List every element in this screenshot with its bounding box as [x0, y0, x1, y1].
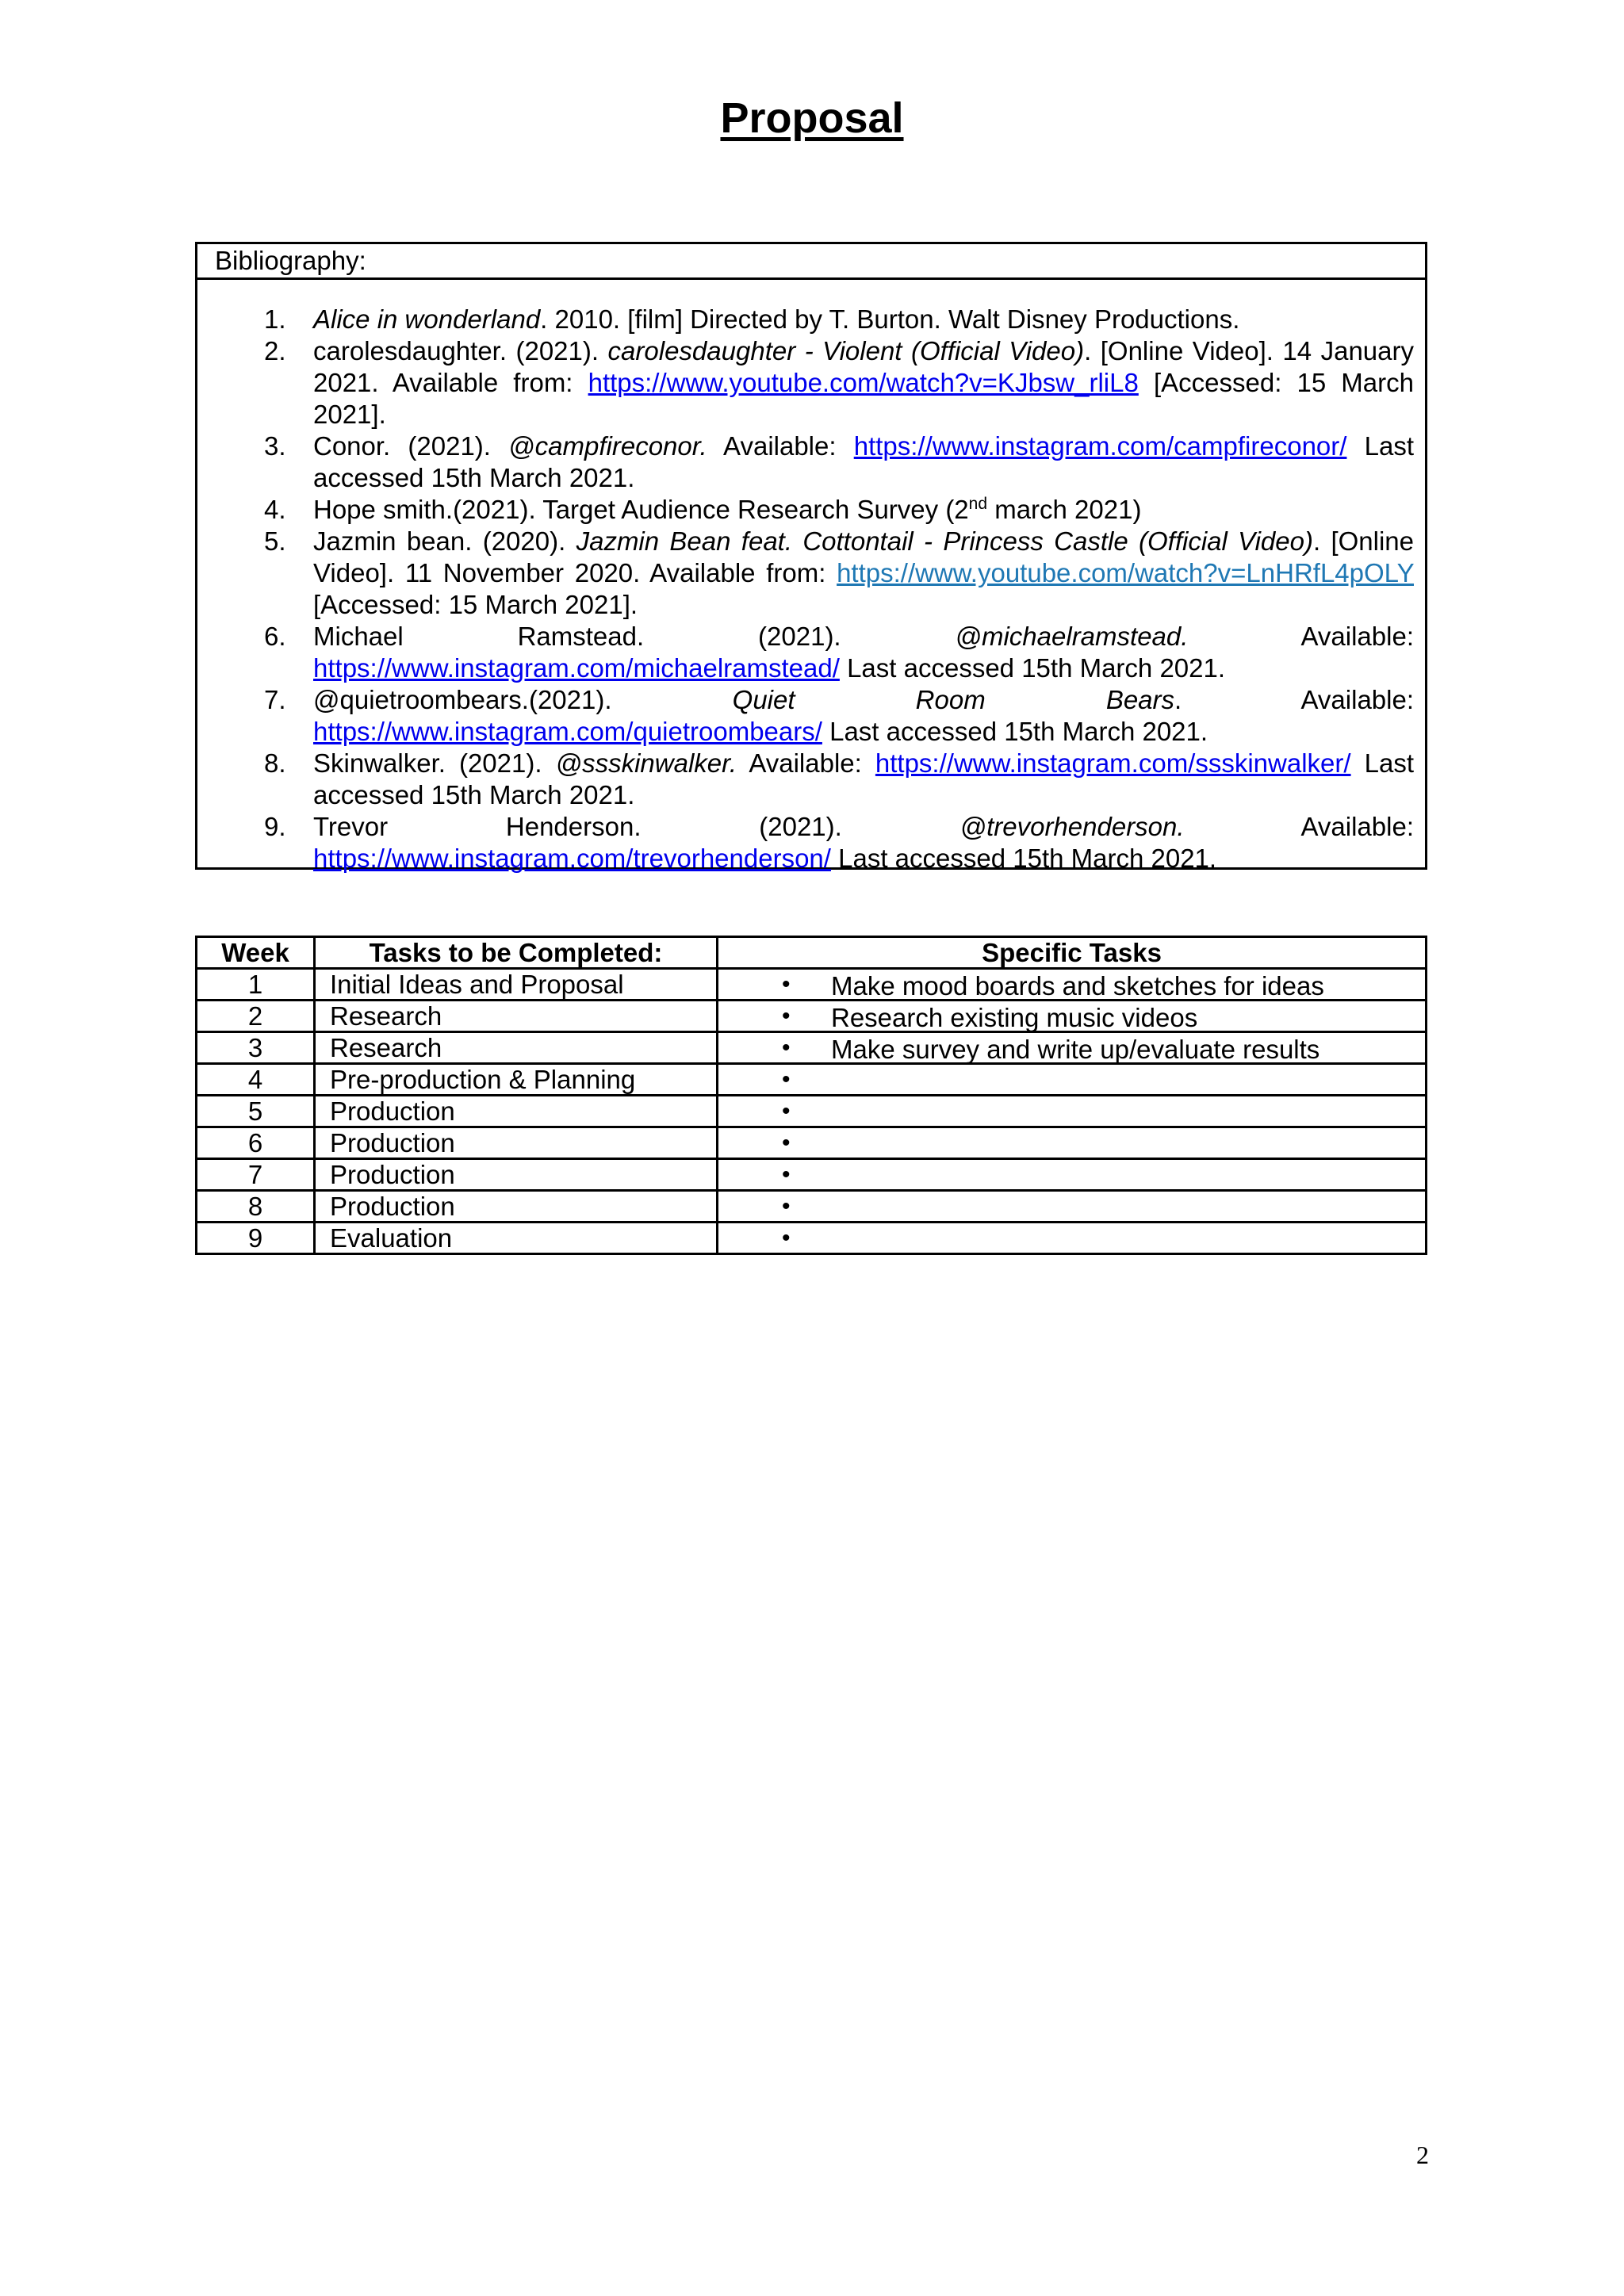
- bibliography-item-number: 6.: [264, 622, 286, 651]
- bibliography-list: [197, 304, 1425, 874]
- table-row: [197, 1127, 1427, 1159]
- task-cell: Initial Ideas and Proposal: [315, 969, 718, 1001]
- reference-link[interactable]: https://www.instagram.com/campfireconor/: [853, 431, 1347, 461]
- bibliography-item: [197, 335, 1425, 430]
- specific-tasks-header: Specific Tasks: [718, 937, 1427, 969]
- schedule-body: [197, 969, 1427, 1254]
- bullet-icon: •: [782, 1003, 791, 1029]
- bibliography-item-number: 9.: [264, 812, 286, 841]
- bullet-icon: •: [782, 1130, 791, 1156]
- bullet-icon: •: [782, 1161, 791, 1188]
- task-cell: Research: [315, 1032, 718, 1064]
- specific-task-cell: [718, 1223, 1427, 1254]
- bibliography-item: [197, 621, 1425, 684]
- reference-text: . 2010. [film] Directed by T. Burton. Walt Disney Productions.: [540, 304, 1240, 334]
- italic-title: @campfireconor.: [508, 431, 707, 461]
- reference-text: Conor. (2021).: [313, 431, 509, 461]
- bibliography-item-number: 2.: [264, 336, 286, 365]
- bibliography-item: [197, 430, 1425, 494]
- reference-text: Jazmin bean. (2020).: [313, 526, 576, 556]
- italic-title: @ssskinwalker.: [555, 748, 737, 778]
- italic-title: carolesdaughter - Violent (Official Video): [607, 336, 1085, 365]
- bibliography-item: [197, 748, 1425, 811]
- week-cell: 3: [197, 1032, 315, 1064]
- week-cell: 6: [197, 1127, 315, 1159]
- reference-link[interactable]: https://www.youtube.com/watch?v=LnHRfL4pOLY: [837, 558, 1414, 587]
- specific-task-cell: [718, 1191, 1427, 1223]
- specific-task-text: Make mood boards and sketches for ideas: [831, 971, 1324, 1001]
- reference-text: Available:: [1184, 812, 1414, 841]
- reference-text: Last accessed 15th March 2021.: [822, 717, 1208, 746]
- bullet-icon: •: [782, 1098, 791, 1124]
- week-cell: 7: [197, 1159, 315, 1191]
- reference-text: Trevor Henderson. (2021).: [313, 812, 960, 841]
- italic-title: @michaelramstead.: [955, 622, 1189, 651]
- reference-link[interactable]: https://www.instagram.com/trevorhenderson/: [313, 844, 831, 873]
- bullet-icon: •: [782, 1193, 791, 1219]
- superscript: nd: [968, 495, 988, 513]
- task-cell: Production: [315, 1191, 718, 1223]
- table-row: [197, 1096, 1427, 1127]
- task-cell: Production: [315, 1096, 718, 1127]
- task-cell: Pre-production & Planning: [315, 1064, 718, 1096]
- bibliography-item: [197, 526, 1425, 621]
- reference-text: [Accessed: 15 March 2021].: [313, 590, 638, 619]
- bibliography-item-number: 7.: [264, 685, 286, 714]
- reference-text: @quietroombears.(2021).: [313, 685, 733, 714]
- italic-title: Quiet Room Bears: [732, 685, 1175, 714]
- reference-text: [Accessed: 15 March 2021].: [313, 368, 1414, 429]
- week-cell: 1: [197, 969, 315, 1001]
- bibliography-item: [197, 304, 1425, 335]
- specific-task-cell: [718, 1159, 1427, 1191]
- reference-link[interactable]: https://www.instagram.com/ssskinwalker/: [875, 748, 1351, 778]
- table-row: [197, 1159, 1427, 1191]
- bibliography-item-number: 4.: [264, 495, 286, 524]
- reference-link[interactable]: https://www.instagram.com/quietroombears/: [313, 717, 822, 746]
- week-cell: 8: [197, 1191, 315, 1223]
- reference-text: Last accessed 15th March 2021.: [313, 748, 1414, 809]
- table-row: [197, 1001, 1427, 1032]
- reference-text: Available:: [1188, 622, 1414, 651]
- reference-text: Last accessed 15th March 2021.: [839, 653, 1226, 683]
- specific-task-cell: [718, 1032, 1427, 1064]
- specific-task-cell: [718, 1127, 1427, 1159]
- bibliography-item-number: 5.: [264, 526, 286, 556]
- bullet-icon: •: [782, 971, 791, 997]
- reference-text: Skinwalker. (2021).: [313, 748, 556, 778]
- bullet-icon: •: [782, 1035, 791, 1061]
- schedule-header-row: [197, 937, 1427, 969]
- bibliography-heading: Bibliography:: [197, 244, 1425, 280]
- reference-link[interactable]: https://www.instagram.com/michaelramstead/: [313, 653, 840, 683]
- bullet-icon: •: [782, 1066, 791, 1093]
- bibliography-item-number: 8.: [264, 748, 286, 778]
- bibliography-item: [197, 494, 1425, 526]
- specific-task-cell: [718, 1001, 1427, 1032]
- table-row: [197, 1064, 1427, 1096]
- reference-text: . Available:: [1174, 685, 1414, 714]
- specific-task-cell: [718, 1096, 1427, 1127]
- reference-text: . [Online Video]. 14 January 2021. Available from:: [313, 336, 1414, 397]
- bullet-icon: •: [782, 1225, 791, 1251]
- specific-task-cell: [718, 1064, 1427, 1096]
- specific-task-text: Make survey and write up/evaluate results: [831, 1035, 1320, 1064]
- reference-text: Hope smith.(2021). Target Audience Research Survey (2: [313, 495, 969, 524]
- task-cell: Research: [315, 1001, 718, 1032]
- reference-text: march 2021): [987, 495, 1142, 524]
- task-cell: Evaluation: [315, 1223, 718, 1254]
- week-cell: 4: [197, 1064, 315, 1096]
- table-row: [197, 1191, 1427, 1223]
- italic-title: Jazmin Bean feat. Cottontail - Princess Castle (Official Video): [576, 526, 1313, 556]
- italic-title: @trevorhenderson.: [959, 812, 1185, 841]
- reference-text: Available:: [707, 431, 854, 461]
- page-title: Proposal: [720, 94, 904, 142]
- reference-link[interactable]: https://www.youtube.com/watch?v=KJbsw_rliL8: [588, 368, 1139, 397]
- page-number: 2: [1416, 2141, 1429, 2169]
- reference-text: Michael Ramstead. (2021).: [313, 622, 956, 651]
- bibliography-item-number: 1.: [264, 304, 286, 334]
- bibliography-box: [195, 242, 1427, 873]
- table-row: [197, 1032, 1427, 1064]
- reference-text: Last accessed 15th March 2021.: [313, 431, 1414, 492]
- bibliography-item-number: 3.: [264, 431, 286, 461]
- specific-task-text: Research existing music videos: [831, 1003, 1198, 1032]
- bibliography-item: [197, 811, 1425, 874]
- week-cell: 5: [197, 1096, 315, 1127]
- reference-text: Available:: [737, 748, 875, 778]
- bibliography-item: [197, 684, 1425, 748]
- reference-text: . [Online Video]. 11 November 2020. Available from:: [313, 526, 1415, 587]
- week-cell: 2: [197, 1001, 315, 1032]
- reference-text: carolesdaughter. (2021).: [313, 336, 608, 365]
- specific-task-cell: [718, 969, 1427, 1001]
- table-row: [197, 969, 1427, 1001]
- italic-title: Alice in wonderland: [313, 304, 541, 334]
- task-cell: Production: [315, 1159, 718, 1191]
- week-header: Week: [197, 937, 315, 969]
- schedule-table: [195, 936, 1427, 1255]
- task-cell: Production: [315, 1127, 718, 1159]
- tasks-header: Tasks to be Completed:: [315, 937, 718, 969]
- reference-text: Last accessed 15th March 2021.: [830, 844, 1217, 873]
- week-cell: 9: [197, 1223, 315, 1254]
- table-row: [197, 1223, 1427, 1254]
